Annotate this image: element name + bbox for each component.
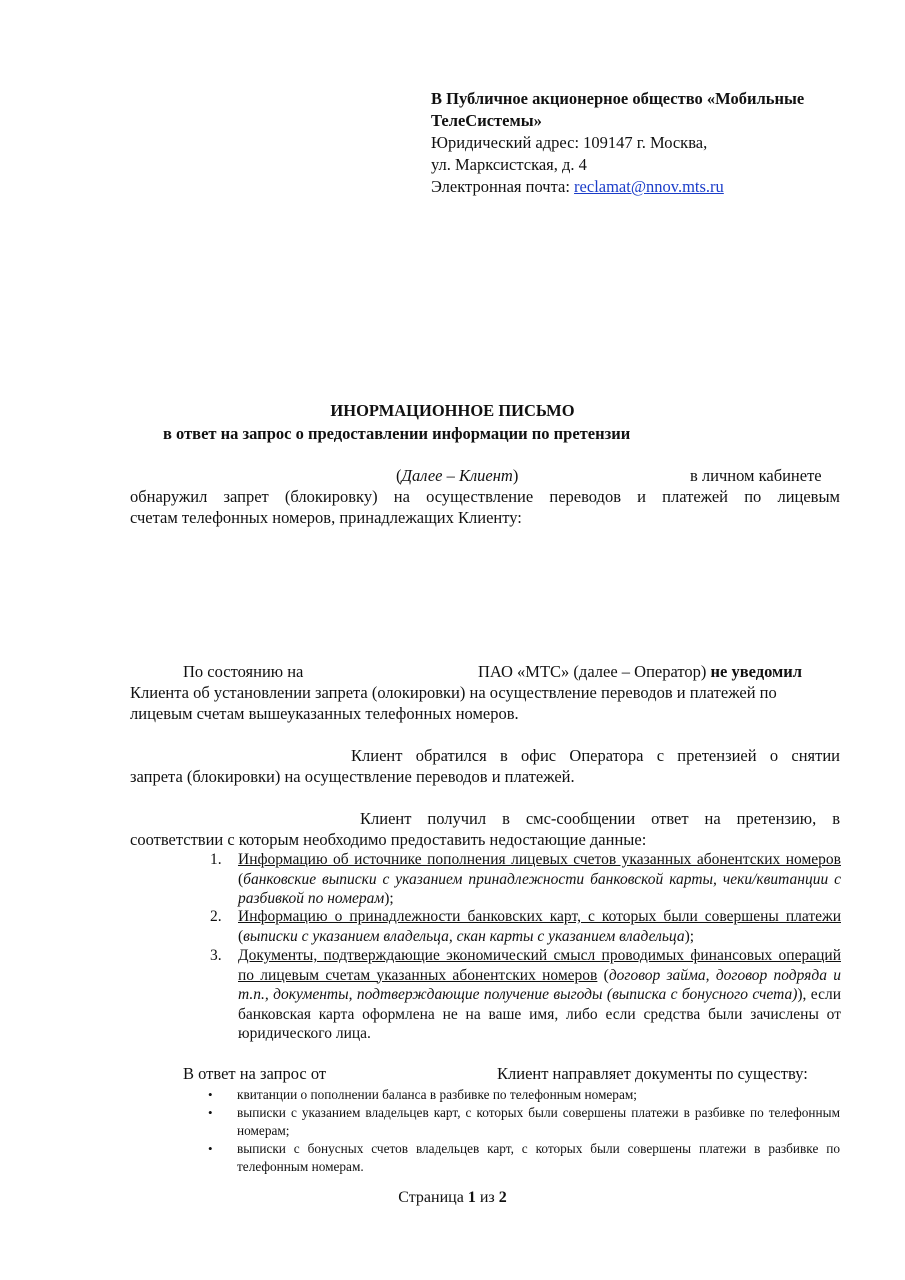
list-item-underlined: Информацию об источнике пополнения лицевых счетов указанных абонентских номеров: [238, 851, 841, 868]
para3-line1: Клиент обратился в офис Оператора с претензией о снятии: [351, 746, 840, 765]
para2-line2: Клиента об установлении запрета (олокировки) на осуществление переводов и платежей по: [130, 683, 777, 702]
list-number: 2.: [210, 908, 222, 925]
client-text: Далее – Клиент: [401, 466, 513, 485]
recipient-address-block: [431, 88, 851, 198]
para1-line2: обнаружил запрет (блокировку) на осуществление переводов и платежей по лицевым: [130, 487, 840, 506]
operator-text: ПАО «МТС» (далее – Оператор): [478, 662, 707, 681]
document-subtitle: в ответ на запрос о предоставлении информации по претензии: [163, 424, 631, 443]
para4-line1: Клиент получил в смс-сообщении ответ на претензию, в: [360, 809, 840, 828]
list-item-italic: выписки с указанием владельца, скан карты с указанием владельца: [243, 927, 685, 945]
list-number: 1.: [210, 851, 222, 868]
para5-prefix: В ответ на запрос от: [183, 1064, 327, 1083]
cabinet-text: в личном кабинете: [690, 466, 822, 485]
para4-line2: соответствии с которым необходимо предоставить недостающие данные:: [130, 830, 647, 849]
list-number: 3.: [210, 947, 222, 964]
email-link[interactable]: reclamat@nnov.mts.ru: [574, 177, 724, 196]
para2-prefix: По состоянию на: [183, 662, 304, 681]
para2-operator-line: [478, 661, 802, 682]
email-line: [431, 176, 851, 198]
legal-address: Юридический адрес: 109147 г. Москва,: [431, 133, 708, 152]
bullet-text: квитанции о пополнении баланса в разбивке по телефонным номерам;: [237, 1087, 637, 1102]
not-notified-text: не уведомил: [710, 662, 803, 681]
bullet-icon: •: [208, 1087, 213, 1102]
bullet-icon: •: [208, 1105, 213, 1120]
list-item-italic: банковские выписки с указанием принадлежности банковской карты, чеки/квитанции с разбивкой по номерам: [238, 870, 841, 907]
bullet-icon: •: [208, 1141, 213, 1156]
recipient-name: В Публичное акционерное общество «Мобильные: [431, 89, 805, 108]
email-label: Электронная почта:: [431, 177, 575, 196]
bullet-text: выписки с указанием владельцев карт, с которых были совершены платежи в разбивке по телефонным номерам;: [237, 1105, 840, 1138]
bullet-text: выписки с бонусных счетов владельцев карт, с которых были совершены платежи в разбивке по телефонным номерам.: [237, 1141, 840, 1174]
list-item-underlined: Информацию о принадлежности банковских карт, с которых были совершены платежи: [238, 908, 841, 925]
street-address: ул. Марксистская, д. 4: [431, 155, 587, 174]
para5-suffix: Клиент направляет документы по существу:: [497, 1064, 808, 1083]
page-number-footer: Страница 1 из 2: [398, 1189, 507, 1206]
list-item-underlined: Документы, подтверждающие экономический смысл проводимых финансовых операций по лицевым счетам указанных абонентских номеров: [238, 947, 841, 984]
para3-line2: запрета (блокировки) на осуществление переводов и платежей.: [130, 767, 575, 786]
para2-line3: лицевым счетам вышеуказанных телефонных номеров.: [130, 704, 519, 723]
document-title: ИНОРМАЦИОННОЕ ПИСЬМО: [330, 401, 575, 420]
current-page: 1: [467, 1189, 476, 1206]
client-label: (Далее – Клиент): [396, 466, 519, 485]
para1-line3: счетам телефонных номеров, принадлежащих Клиенту:: [130, 508, 522, 527]
total-pages: 2: [498, 1189, 507, 1206]
recipient-name-cont: ТелеСистемы»: [431, 111, 542, 130]
list-item-italic: договор займа, договор подряда и т.п., документы, подтверждающие получение выгоды (выписка с бонусного счета): [238, 966, 841, 1003]
